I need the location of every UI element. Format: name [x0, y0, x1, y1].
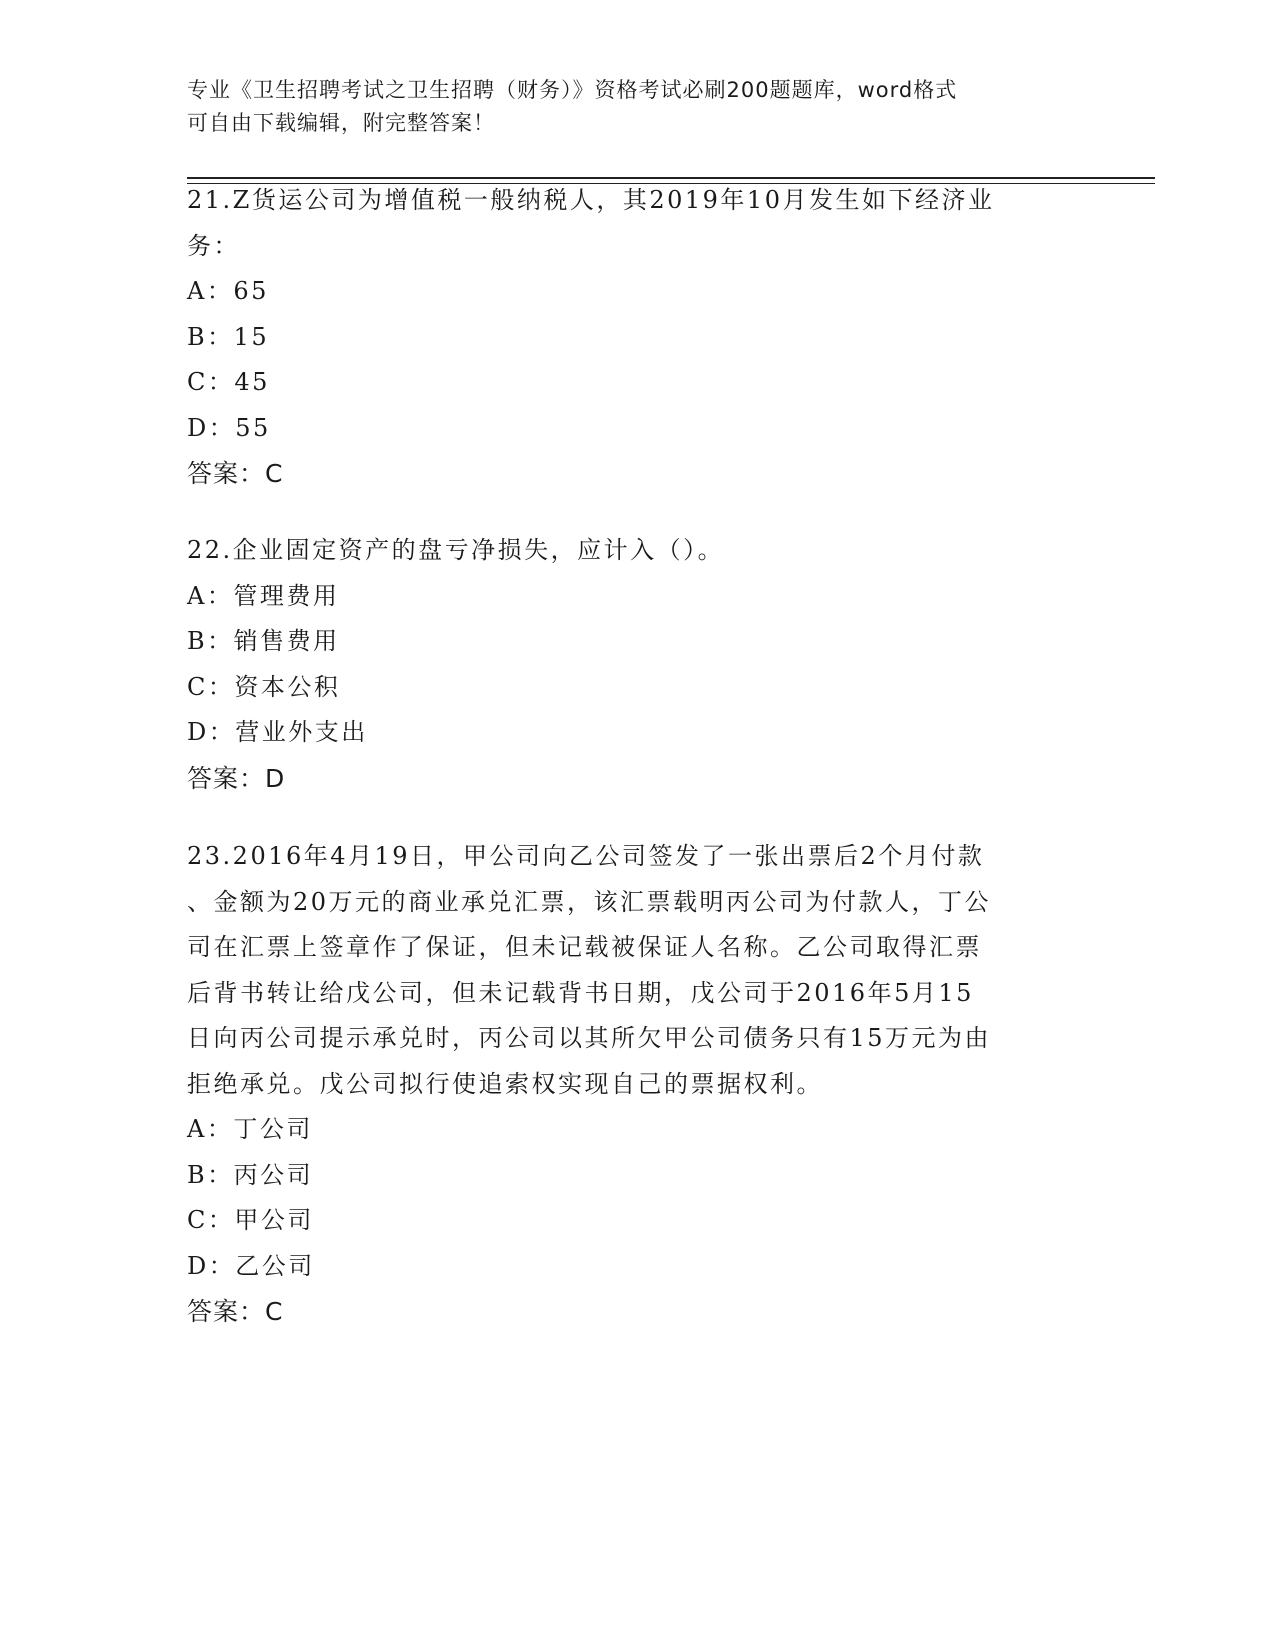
option-letter: A：	[187, 277, 234, 305]
option-letter: D：	[187, 1251, 236, 1280]
option-letter: D：	[187, 413, 236, 442]
question-stem: 、金额为20万元的商业承兑汇票，该汇票载明丙公司为付款人，丁公	[187, 887, 992, 916]
option-letter: C：	[187, 672, 235, 701]
option-text: 15	[233, 322, 270, 351]
answer-line: 答案：C	[187, 459, 284, 488]
question-stem: 务：	[187, 231, 240, 260]
option-d	[187, 406, 1087, 452]
question-stem: 23.2016年4月19日，甲公司向乙公司签发了一张出票后2个月付款	[187, 842, 985, 870]
option-a	[187, 574, 1087, 620]
option-c	[187, 665, 1087, 711]
document-header	[187, 74, 1077, 140]
option-text: 甲公司	[234, 1206, 314, 1234]
option-text: 丙公司	[233, 1160, 314, 1189]
option-c	[187, 360, 1087, 406]
option-a	[187, 269, 1087, 315]
option-letter: A：	[187, 1115, 234, 1143]
option-b	[187, 1153, 1087, 1199]
option-letter: B：	[187, 1160, 234, 1189]
option-letter: B：	[187, 627, 234, 655]
question-22	[187, 528, 1087, 801]
option-text: 管理费用	[233, 581, 340, 610]
question-stem: 司在汇票上签章作了保证，但未记载被保证人名称。乙公司取得汇票	[187, 933, 982, 961]
question-21	[187, 178, 1087, 497]
answer-line: 答案：D	[187, 763, 286, 793]
question-stem: 拒绝承兑。戊公司拟行使追索权实现自己的票据权利。	[187, 1069, 823, 1098]
question-23	[187, 834, 1087, 1335]
question-stem: 21.Z货运公司为增值税一般纳税人，其2019年10月发生如下经济业	[187, 186, 995, 214]
option-text: 65	[233, 277, 269, 305]
option-letter: C：	[187, 368, 235, 396]
option-text: 营业外支出	[235, 718, 368, 746]
option-d	[187, 710, 1087, 756]
option-b	[187, 619, 1087, 665]
option-text: 销售费用	[233, 627, 340, 655]
option-d	[187, 1244, 1087, 1290]
header-line: 专业《卫生招聘考试之卫生招聘（财务）》资格考试必刷200题题库，word格式	[187, 78, 958, 102]
option-letter: B：	[187, 322, 234, 351]
option-b	[187, 315, 1087, 361]
option-text: 乙公司	[235, 1251, 315, 1280]
option-text: 丁公司	[233, 1115, 313, 1143]
header-line: 可自由下载编辑，附完整答案！	[187, 111, 495, 135]
option-letter: A：	[187, 581, 234, 610]
option-letter: D：	[187, 718, 236, 746]
option-text: 45	[234, 368, 270, 396]
option-text: 55	[235, 413, 271, 442]
option-c	[187, 1198, 1087, 1244]
question-stem: 22.企业固定资产的盘亏净损失，应计入（）。	[187, 536, 725, 564]
question-stem: 后背书转让给戊公司，但未记载背书日期，戊公司于2016年5月15	[187, 978, 974, 1007]
answer-line: 答案：C	[187, 1297, 284, 1326]
question-stem: 日向丙公司提示承兑时，丙公司以其所欠甲公司债务只有15万元为由	[187, 1024, 992, 1052]
option-a	[187, 1107, 1087, 1153]
option-text: 资本公积	[234, 672, 341, 701]
option-letter: C：	[187, 1206, 235, 1234]
